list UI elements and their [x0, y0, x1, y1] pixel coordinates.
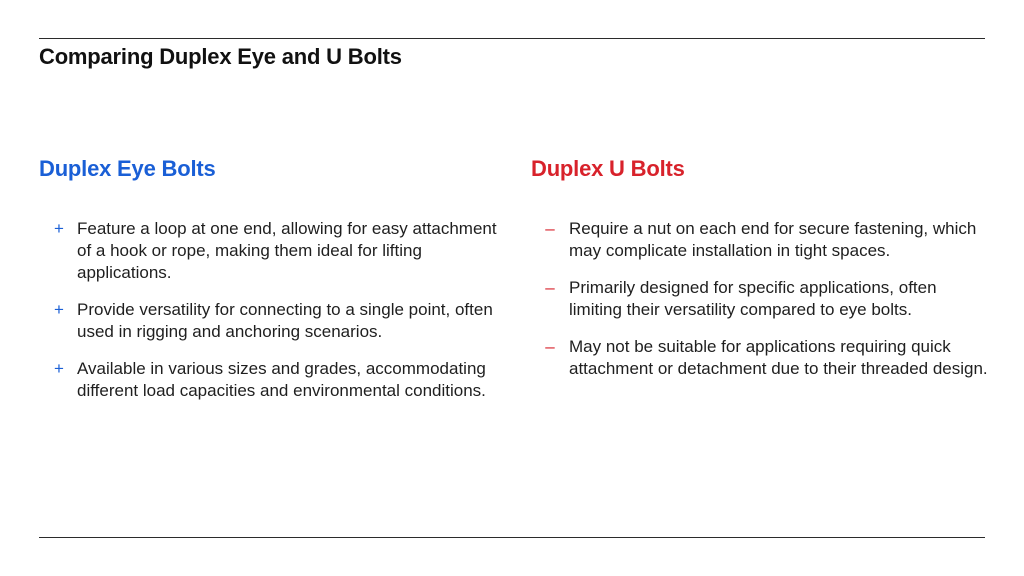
plus-icon: + [54, 359, 64, 378]
list-item-text: Feature a loop at one end, allowing for easy attachment of a hook or rope, making them ideal for lifting applications. [77, 219, 497, 282]
list-item-text: Require a nut on each end for secure fastening, which may complicate installation in tight spaces. [569, 219, 977, 260]
bottom-divider [39, 537, 985, 538]
list-item-text: Provide versatility for connecting to a single point, often used in rigging and anchoring scenarios. [77, 300, 493, 341]
u-bolts-list [531, 218, 991, 380]
eye-bolts-list [39, 218, 499, 402]
minus-icon: – [545, 337, 555, 356]
eye-bolts-heading: Duplex Eye Bolts [39, 156, 216, 181]
plus-icon: + [54, 219, 64, 238]
minus-icon: – [545, 278, 555, 297]
eye-bolts-column [39, 156, 499, 417]
minus-icon: – [545, 219, 555, 238]
list-item [39, 299, 499, 343]
u-bolts-heading: Duplex U Bolts [531, 156, 685, 181]
list-item [531, 218, 991, 262]
list-item-text: Primarily designed for specific applications, often limiting their versatility compared to eye bolts. [569, 278, 937, 319]
u-bolts-column [531, 156, 991, 395]
top-divider [39, 38, 985, 39]
list-item [531, 277, 991, 321]
list-item [531, 336, 991, 380]
list-item [39, 218, 499, 284]
list-item [39, 358, 499, 402]
list-item-text: Available in various sizes and grades, accommodating different load capacities and environmental conditions. [77, 359, 486, 400]
list-item-text: May not be suitable for applications requiring quick attachment or detachment due to their threaded design. [569, 337, 988, 378]
plus-icon: + [54, 300, 64, 319]
page-title: Comparing Duplex Eye and U Bolts [39, 44, 402, 69]
